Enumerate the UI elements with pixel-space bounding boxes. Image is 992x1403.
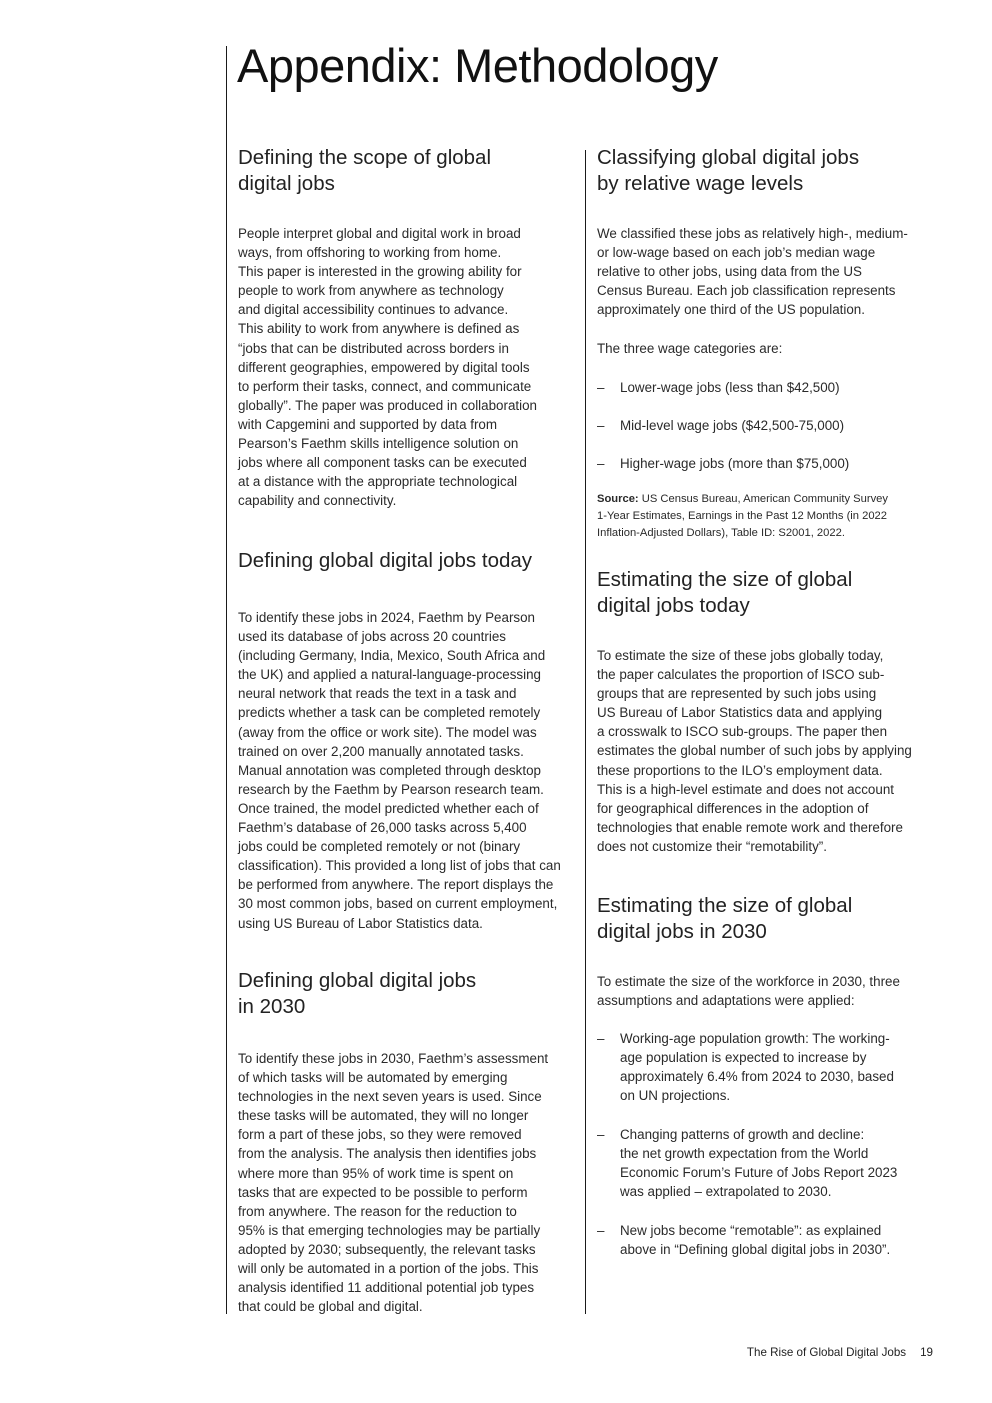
list-item [597, 1029, 937, 1105]
footer-report-title: The Rise of Global Digital Jobs [746, 1346, 907, 1359]
dash-bullet-icon: – [597, 1223, 605, 1238]
text-line: be performed from anywhere. The report displays the [238, 877, 554, 893]
text-line: groups that are represented by such jobs using [597, 686, 877, 702]
text-line: 95% is that emerging technologies may be partially [238, 1222, 541, 1238]
page-number: 19 [920, 1346, 933, 1359]
text-line: Economic Forum’s Future of Jobs Report 2023 [620, 1165, 898, 1181]
text-line: form a part of these jobs, so they were removed [238, 1127, 522, 1143]
list-item [597, 1221, 937, 1259]
list-item-text: Higher-wage jobs (more than $75,000) [620, 456, 850, 471]
list-item [597, 416, 937, 435]
text-line: jobs where all component tasks can be executed [238, 455, 527, 471]
text-line: jobs could be completed remotely or not (binary [238, 839, 521, 855]
text-line: relative to other jobs, using data from the US [597, 264, 862, 280]
source-note [597, 491, 937, 541]
text-line: the UK) and applied a natural-language-processing [238, 667, 541, 683]
page-title: Appendix: Methodology [237, 39, 718, 92]
list-item-text [620, 1029, 937, 1105]
heading-line: Defining the scope of global [238, 146, 492, 169]
text-line: of which tasks will be automated by emerging [238, 1070, 508, 1086]
text-line: at a distance with the appropriate technological [238, 474, 518, 490]
text-line: neural network that reads the text in a task and [238, 686, 517, 702]
text-line: assumptions and adaptations were applied: [597, 993, 855, 1009]
text-line: on UN projections. [620, 1088, 731, 1104]
text-line: To identify these jobs in 2030, Faethm’s assessment [238, 1051, 549, 1066]
text-line: Manual annotation was completed through desktop [238, 762, 541, 778]
text-line: estimates the global number of such jobs by applying [597, 743, 912, 759]
source-line: 1-Year Estimates, Earnings in the Past 12 Months (in 2022 [597, 509, 887, 522]
text-line: to perform their tasks, connect, and communicate [238, 378, 532, 394]
section-heading-size-2030 [597, 893, 937, 945]
text-line: 30 most common jobs, based on current employment, [238, 896, 558, 912]
text-line: globally”. The paper was produced in collaboration [238, 397, 537, 413]
text-line: Once trained, the model predicted whether each of [238, 800, 539, 816]
text-line: technologies that enable remote work and therefore [597, 819, 903, 835]
list-item [597, 454, 937, 473]
dash-bullet-icon: – [597, 418, 605, 433]
list-item-text [620, 1125, 937, 1201]
text-line: using US Bureau of Labor Statistics data. [238, 915, 483, 931]
text-line: Faethm’s database of 26,000 tasks across 5,400 [238, 820, 527, 836]
list-item-text: Mid-level wage jobs ($42,500-75,000) [620, 418, 845, 433]
heading-line: Defining global digital jobs [238, 969, 477, 992]
text-line: predicts whether a task can be completed remotely [238, 705, 541, 721]
text-line: ways, from offshoring to working from home. [238, 245, 502, 261]
left-rule [226, 46, 227, 1314]
text-line: these proportions to the ILO’s employment data. [597, 762, 883, 778]
heading-line: Classifying global digital jobs [597, 146, 860, 169]
text-line: capability and connectivity. [238, 493, 397, 509]
text-line: used its database of jobs across 20 countries [238, 629, 506, 645]
text-line: age population is expected to increase by [620, 1050, 867, 1066]
text-line: adopted by 2030; subsequently, the relevant tasks [238, 1241, 536, 1257]
text-line: “jobs that can be distributed across borders in [238, 340, 509, 356]
text-line: This ability to work from anywhere is defined as [238, 321, 520, 337]
text-line: that could be global and digital. [238, 1299, 423, 1315]
text-line: technologies in the next seven years is used. Since [238, 1089, 542, 1105]
text-line: US Bureau of Labor Statistics data and applying [597, 705, 883, 721]
text-line: Pearson’s Faethm skills intelligence solution on [238, 436, 519, 452]
paragraph-today [238, 608, 578, 933]
text-line: Census Bureau. Each job classification represents [597, 283, 896, 299]
heading-line: digital jobs today [597, 594, 750, 617]
text-line: New jobs become “remotable”: as explained [620, 1223, 882, 1238]
section-heading-size-today [597, 567, 937, 619]
heading-line: Defining global digital jobs today [238, 549, 533, 572]
text-line: Working-age population growth: The working- [620, 1031, 890, 1046]
text-line: people to work from anywhere as technology [238, 283, 504, 299]
text-line: People interpret global and digital work in broad [238, 226, 521, 241]
text-line: and digital accessibility continues to advance. [238, 302, 509, 318]
text-line: for geographical differences in the adoption of [597, 800, 869, 816]
text-line: the paper calculates the proportion of ISCO sub- [597, 667, 885, 683]
source-line: Inflation-Adjusted Dollars), Table ID: S2001, 2022. [597, 526, 845, 539]
text-line: a crosswalk to ISCO sub-groups. The paper then [597, 724, 888, 740]
text-line: trained on over 2,200 manually annotated tasks. [238, 743, 524, 759]
column-divider [585, 150, 586, 1314]
heading-line: in 2030 [238, 995, 306, 1018]
text-line: these tasks will be automated, they will no longer [238, 1108, 529, 1124]
text-line: approximately one third of the US population. [597, 302, 865, 318]
text-line: classification). This provided a long list of jobs that can [238, 858, 561, 874]
list-item-text: Lower-wage jobs (less than $42,500) [620, 380, 840, 395]
text-line: approximately 6.4% from 2024 to 2030, based [620, 1069, 894, 1085]
heading-line: digital jobs in 2030 [597, 920, 767, 943]
text-line: with Capgemini and supported by data from [238, 416, 498, 432]
dash-bullet-icon: – [597, 1031, 605, 1046]
source-label: Source: [597, 493, 639, 505]
dash-bullet-icon: – [597, 1127, 605, 1142]
text-line: above in “Defining global digital jobs in 2030”. [620, 1242, 891, 1258]
text-line: research by the Faethm by Pearson research team. [238, 781, 544, 797]
paragraph-scope [238, 224, 578, 510]
text-line: We classified these jobs as relatively high-, medium- [597, 226, 908, 241]
text-line: does not customize their “remotability”. [597, 838, 827, 854]
text-line: analysis identified 11 additional potential job types [238, 1280, 535, 1296]
text-line: To identify these jobs in 2024, Faethm by Pearson [238, 610, 535, 625]
text-line: To estimate the size of these jobs globally today, [597, 648, 884, 663]
heading-line: Estimating the size of global [597, 568, 853, 591]
heading-line: by relative wage levels [597, 172, 804, 195]
text-line: (including Germany, India, Mexico, South Africa and [238, 648, 546, 664]
text-line: tasks that are expected to be possible to perform [238, 1184, 528, 1200]
paragraph-wage-levels [597, 224, 937, 319]
text-line: To estimate the size of the workforce in 2030, three [597, 974, 900, 989]
paragraph-2030 [238, 1049, 578, 1316]
text-line: from anywhere. The reason for the reduction to [238, 1203, 517, 1219]
section-heading-today [238, 548, 578, 574]
list-item [597, 378, 937, 397]
wage-categories-intro: The three wage categories are: [597, 341, 783, 356]
paragraph-size-2030 [597, 972, 937, 1010]
list-item [597, 1125, 937, 1201]
text-line: was applied – extrapolated to 2030. [620, 1184, 832, 1200]
text-line: the net growth expectation from the World [620, 1146, 869, 1162]
heading-line: Estimating the size of global [597, 894, 853, 917]
source-line: US Census Bureau, American Community Survey [641, 493, 888, 505]
section-heading-wage-levels [597, 145, 937, 197]
section-heading-2030 [238, 968, 578, 1020]
text-line: Changing patterns of growth and decline: [620, 1127, 865, 1142]
text-line: from the analysis. The analysis then identifies jobs [238, 1146, 537, 1162]
text-line: where more than 95% of work time is spent on [238, 1165, 514, 1181]
page-footer [747, 1346, 933, 1359]
text-line: (away from the office or work site). The model was [238, 724, 537, 740]
text-line: will only be automated in a portion of the jobs. This [238, 1261, 539, 1277]
paragraph-size-today [597, 646, 937, 856]
section-heading-scope [238, 145, 578, 197]
dash-bullet-icon: – [597, 380, 605, 395]
text-line: or low-wage based on each job’s median wage [597, 245, 876, 261]
text-line: This paper is interested in the growing ability for [238, 264, 522, 280]
heading-line: digital jobs [238, 172, 335, 195]
text-line: This is a high-level estimate and does not account [597, 781, 894, 797]
list-item-text [620, 1221, 937, 1259]
dash-bullet-icon: – [597, 456, 605, 471]
text-line: different geographies, empowered by digital tools [238, 359, 530, 375]
